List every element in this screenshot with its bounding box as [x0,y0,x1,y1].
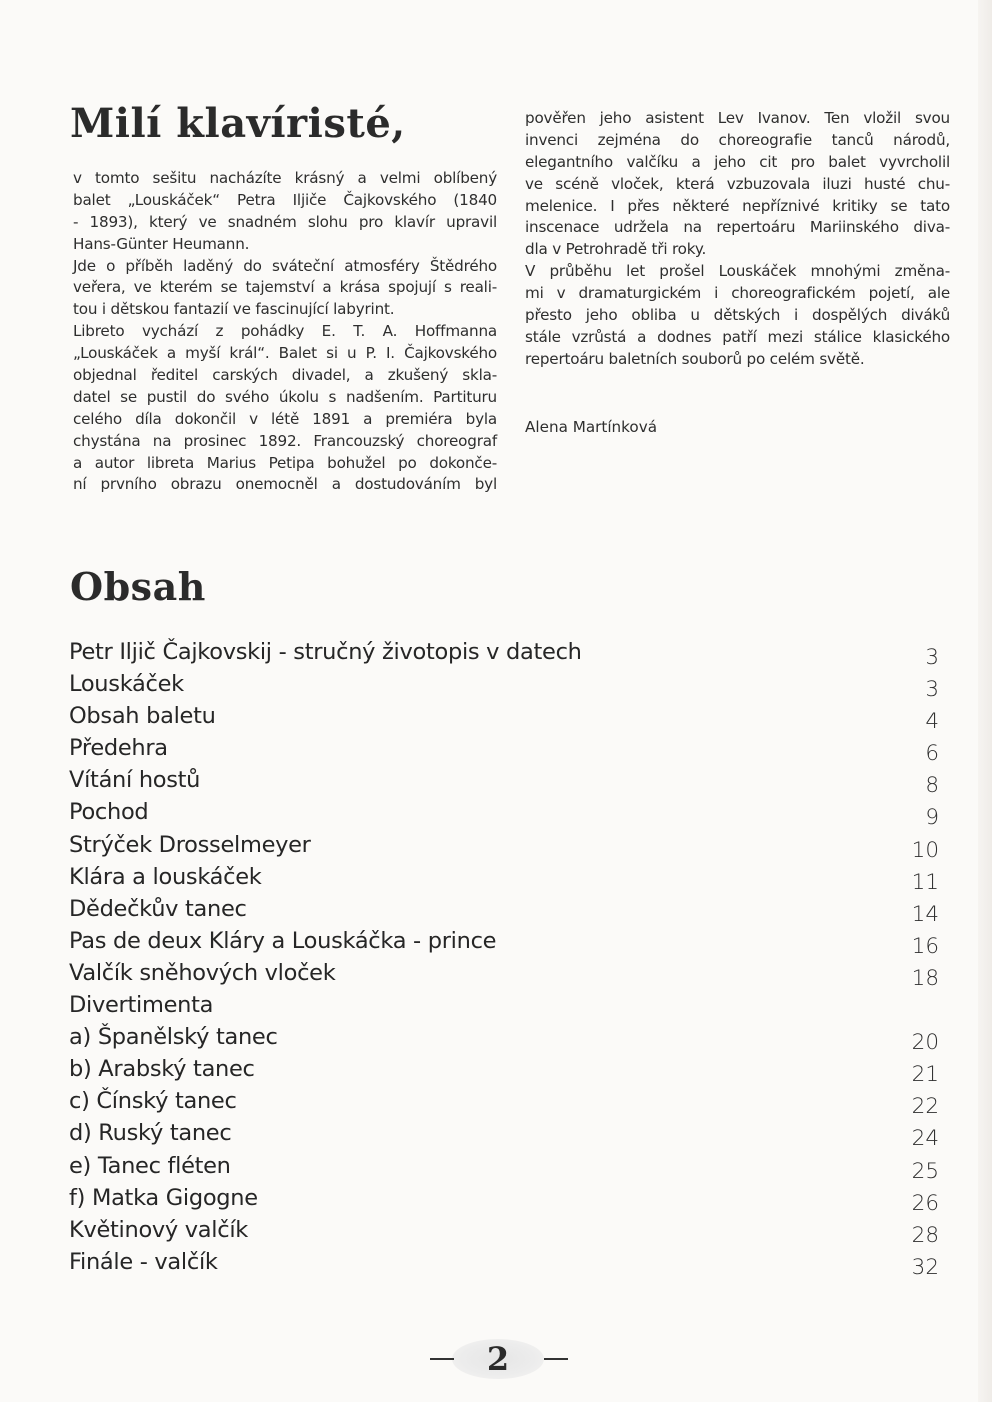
toc-entry [69,732,939,767]
toc-entry [69,829,939,861]
toc-entry-title: Vítání hostů [69,767,201,794]
toc-entry [69,764,939,799]
toc-entry [69,636,939,668]
toc-entry-title: Valčík sněhových vloček [69,959,336,986]
toc-entry-page: 3 [925,677,939,703]
text-line: Hans-Günter Heumann. [73,234,250,253]
toc-entry-page: 28 [911,1222,939,1248]
toc-entry [69,957,939,989]
text-line: přesto jeho obliba u dětských i dospělých diváků [525,306,950,325]
toc-entry [69,1150,939,1182]
toc-entry [69,1085,939,1120]
text-line: inscenace udržela na repertoáru Mariinského diva- [525,218,950,237]
toc-entry-page: 9 [925,805,939,831]
toc-entry [69,1246,939,1278]
toc-entry-page: 21 [911,1062,939,1088]
toc-entry-page: 14 [911,901,939,927]
toc-entry-page: 8 [925,773,939,799]
text-line: mi v dramaturgickém i choreografickém pojetí, ale [525,284,950,303]
toc-entry-page: 25 [911,1158,939,1184]
author-signature: Alena Martínková [525,418,658,436]
toc-entry-page: 18 [911,965,939,991]
text-line: Jde o příběh laděný do sváteční atmosféry Štědrého [73,256,497,275]
toc-entry-title: Pochod [69,799,149,826]
toc-entry [69,1214,939,1246]
toc-entry-title: c) Čínský tanec [69,1088,237,1115]
toc-entry [69,1053,939,1088]
text-line: ve scéně vloček, která vzbuzovala iluzi husté chu- [525,174,950,193]
toc-entry-title: e) Tanec fléten [69,1152,231,1179]
toc-entry-title: Petr Iljič Čajkovskij - stručný životopis v datech [69,639,582,665]
folio-dash-left [430,1358,454,1360]
toc-entry-title: d) Ruský tanec [69,1120,232,1147]
toc-entry [69,1021,939,1056]
toc-entry-title: a) Španělský tanec [69,1024,278,1051]
text-line: objednal ředitel carských divadel, a zkušený skla- [73,366,497,385]
intro-right-column [525,108,950,371]
toc-entry-title: Finále - valčík [69,1248,218,1275]
text-line: veřera, ve kterém se tajemství a krása spojují s reali- [73,278,497,297]
toc-entry-title: Strýček Drosselmeyer [69,831,311,858]
text-line: datel se pustil do svého úkolu s nadšením. Partituru [73,387,497,406]
page-folio [428,1337,568,1381]
text-line: v tomto sešitu nacházíte krásný a velmi oblíbený [73,169,497,187]
text-line: - 1893), který ve snadném slohu pro klavír upravil [73,212,497,231]
text-line: melenice. I přes některé nepříznivé kritiky se tato [525,196,950,215]
toc-entry [69,1182,939,1214]
text-line: dla v Petrohradě tři roky. [525,240,707,259]
text-line: balet „Louskáček“ Petra Iljiče Čajkovského (1840 [73,190,497,209]
text-line: ní prvního obrazu onemocněl a dostudováním byl [73,475,497,494]
text-line: elegantního valčíku a jeho cit pro balet vyvrcholil [525,152,950,171]
toc-entry-title: b) Arabský tanec [69,1056,255,1083]
text-line: V průběhu let prošel Louskáček mnohými změna- [525,262,950,281]
toc-entry-page: 32 [911,1254,939,1280]
toc-entry [69,700,939,735]
toc-entry-title: Louskáček [69,671,184,698]
toc-entry-page: 24 [911,1126,939,1152]
text-line: „Louskáček a myší král“. Balet si u P. I. Čajkovského [73,344,497,363]
toc-entry-title: Dědečkův tanec [69,895,247,922]
toc-entry-page: 26 [911,1190,939,1216]
toc-entry-page: 3 [925,645,939,670]
toc-entry-title: Klára a louskáček [69,863,262,890]
toc-entry [69,668,939,703]
toc-entry [69,989,939,1021]
text-line: celého díla dokončil v létě 1891 a premiéra byla [73,409,497,428]
toc-entry [69,925,939,957]
toc-entry [69,796,939,831]
text-line: tou i dětskou fantazií ve fascinující labyrint. [73,300,395,319]
toc-entry-title: Obsah baletu [69,703,216,730]
page-number: 2 [486,1340,510,1378]
toc-entry [69,861,939,893]
toc-entry-page: 16 [911,933,939,959]
toc-entry [69,893,939,925]
text-line: Libreto vychází z pohádky E. T. A. Hoffmanna [73,322,497,341]
toc-entry-page: 22 [911,1094,939,1120]
text-line: repertoáru baletních souborů po celém světě. [525,349,865,368]
toc-entry [69,1117,939,1152]
text-line: invenci zejména do choreografie tanců národů, [525,130,950,149]
text-line: a autor libreta Marius Petipa bohužel po dokonče- [73,453,497,472]
text-line: stále vzrůstá a dodnes patří mezi stálice klasického [525,327,950,346]
intro-heading: Milí klavíristé, [70,100,406,147]
text-line: chystána na prosinec 1892. Francouzský choreograf [73,431,497,450]
toc-entry-title: Květinový valčík [69,1216,249,1243]
toc-entry-title: Divertimenta [69,992,214,1019]
toc-entry-page: 20 [911,1030,939,1056]
folio-dash-right [544,1358,568,1360]
toc-heading: Obsah [70,564,206,609]
toc-entry-title: Pas de deux Kláry a Louskáčka - prince [69,927,497,954]
toc-entry-page: 4 [925,709,939,735]
page-edge [978,0,992,1402]
toc-entry-page: 10 [911,837,939,863]
text-line: pověřen jeho asistent Lev Ivanov. Ten vložil svou [525,109,950,127]
table-of-contents [69,636,939,1278]
toc-entry-page: 6 [925,741,939,767]
toc-entry-title: f) Matka Gigogne [69,1184,258,1211]
toc-entry-page: 11 [911,869,939,895]
toc-entry-title: Předehra [69,735,168,762]
intro-left-column [73,168,497,496]
